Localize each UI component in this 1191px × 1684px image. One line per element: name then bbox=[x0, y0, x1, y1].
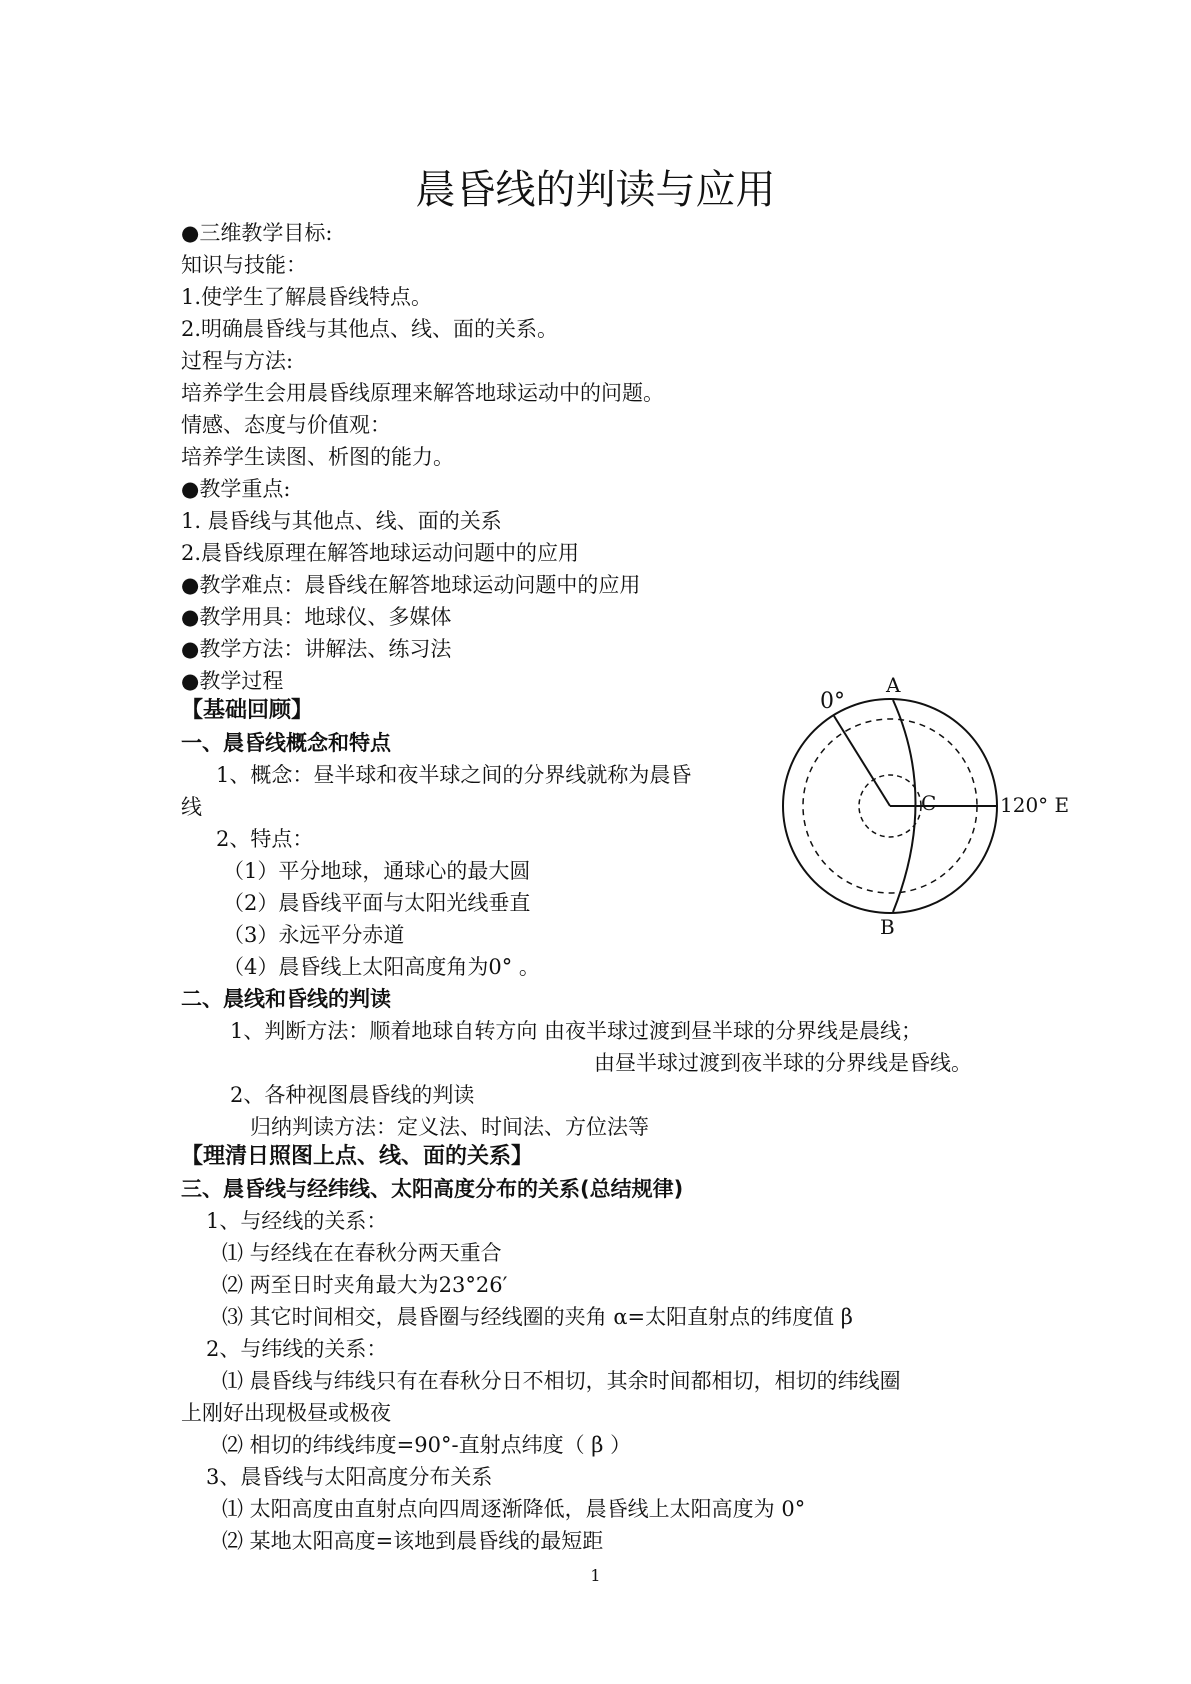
feature-item-1: （1）平分地球，通球心的最大圆 bbox=[223, 859, 531, 883]
review-header: 【基础回顾】 bbox=[181, 698, 314, 723]
key-points-heading: ●教学重点: bbox=[181, 477, 291, 501]
feature-item-3: （3）永远平分赤道 bbox=[223, 923, 405, 947]
judge-line-2: 由昼半球过渡到夜半球的分界线是昏线。 bbox=[594, 1051, 972, 1075]
process-line: ●教学过程 bbox=[181, 669, 284, 693]
section-3-heading: 三、晨昏线与经纬线、太阳高度分布的关系(总结规律) bbox=[181, 1177, 684, 1201]
methods-line: ●教学方法：讲解法、练习法 bbox=[181, 637, 452, 661]
feature-item-2: （2）晨昏线平面与太阳光线垂直 bbox=[223, 891, 531, 915]
page-title: 晨昏线的判读与应用 bbox=[415, 167, 776, 213]
key-point-1: 1. 晨昏线与其他点、线、面的关系 bbox=[181, 509, 502, 533]
attitude-text: 培养学生读图、析图的能力。 bbox=[181, 445, 454, 469]
attitude-label: 情感、态度与价值观： bbox=[181, 413, 391, 437]
page-number: 1 bbox=[590, 1566, 601, 1585]
section-2-heading: 二、晨线和昏线的判读 bbox=[181, 987, 391, 1011]
altitude-label: 3、晨昏线与太阳高度分布关系 bbox=[206, 1465, 493, 1489]
methods-summary: 归纳判读方法：定义法、时间法、方位法等 bbox=[250, 1115, 649, 1139]
process-method-text: 培养学生会用晨昏线原理来解答地球运动中的问题。 bbox=[181, 381, 664, 405]
knowledge-skills-label: 知识与技能： bbox=[181, 253, 307, 277]
knowledge-item-2: 2.明确晨昏线与其他点、线、面的关系。 bbox=[181, 317, 559, 341]
views-label: 2、各种视图晨昏线的判读 bbox=[230, 1083, 475, 1107]
difficulty-line: ●教学难点：晨昏线在解答地球运动问题中的应用 bbox=[181, 573, 641, 597]
parallel-label: 2、与纬线的关系： bbox=[206, 1337, 388, 1361]
meridian-item-2: ⑵ 两至日时夹角最大为23°26′ bbox=[222, 1273, 508, 1297]
parallel-item-2: ⑵ 相切的纬线纬度=90°-直射点纬度（ β ） bbox=[222, 1433, 632, 1457]
label-c: C bbox=[921, 791, 937, 815]
altitude-item-1: ⑴ 太阳高度由直射点向四周逐渐降低，晨昏线上太阳高度为 0° bbox=[222, 1497, 806, 1521]
meridian-label: 1、与经线的关系： bbox=[206, 1209, 388, 1233]
concept-line-2: 线 bbox=[181, 795, 202, 819]
concept-line-1: 1、概念：昼半球和夜半球之间的分界线就称为晨昏 bbox=[216, 763, 692, 787]
features-label: 2、特点： bbox=[216, 827, 314, 851]
key-point-2: 2.晨昏线原理在解答地球运动问题中的应用 bbox=[181, 541, 580, 565]
tools-line: ●教学用具：地球仪、多媒体 bbox=[181, 605, 452, 629]
objectives-heading: ●三维教学目标: bbox=[181, 221, 333, 245]
meridian-item-3: ⑶ 其它时间相交，晨昏圈与经线圈的夹角 α=太阳直射点的纬度值 β bbox=[222, 1305, 853, 1329]
meridian-item-1: ⑴ 与经线在在春秋分两天重合 bbox=[222, 1241, 502, 1265]
label-120e: 120° E bbox=[1000, 793, 1070, 817]
parallel-item-1b: 上刚好出现极昼或极夜 bbox=[181, 1401, 391, 1425]
label-a: A bbox=[886, 673, 901, 697]
altitude-item-2: ⑵ 某地太阳高度=该地到晨昏线的最短距 bbox=[222, 1529, 604, 1553]
judge-line-1: 1、判断方法：顺着地球自转方向 由夜半球过渡到昼半球的分界线是晨线； bbox=[230, 1019, 923, 1043]
label-b: B bbox=[880, 915, 895, 939]
section-1-heading: 一、晨昏线概念和特点 bbox=[181, 731, 391, 755]
parallel-item-1a: ⑴ 晨昏线与纬线只有在春秋分日不相切，其余时间都相切，相切的纬线圈 bbox=[222, 1369, 901, 1393]
knowledge-item-1: 1.使学生了解晨昏线特点。 bbox=[181, 285, 433, 309]
feature-item-4: （4）晨昏线上太阳高度角为0° 。 bbox=[223, 955, 540, 979]
relations-header: 【理清日照图上点、线、面的关系】 bbox=[181, 1144, 534, 1169]
terminator-polar-diagram bbox=[760, 660, 1070, 940]
label-0-degree: 0° bbox=[820, 689, 845, 714]
process-method-label: 过程与方法: bbox=[181, 349, 294, 373]
